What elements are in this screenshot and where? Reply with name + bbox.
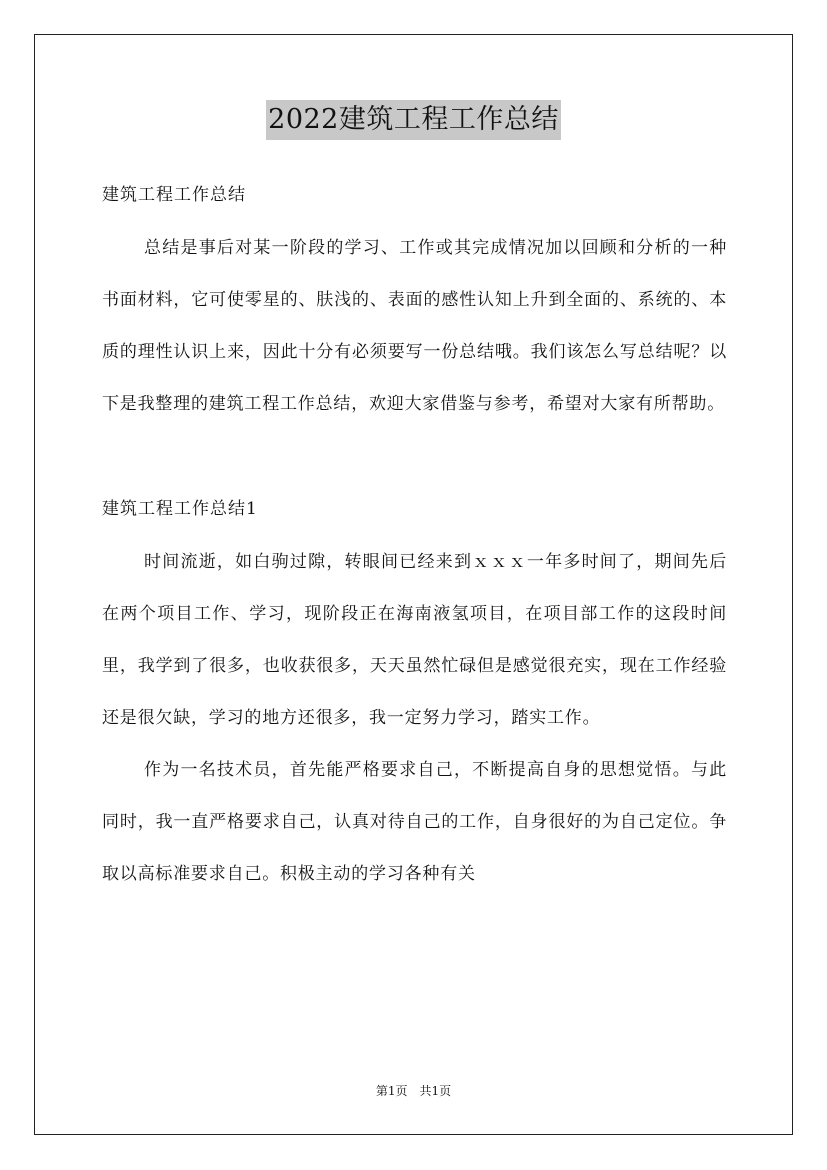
section1-heading: 建筑工程工作总结1 (102, 499, 258, 519)
intro-heading: 建筑工程工作总结 (102, 185, 246, 205)
section1-paragraph-1: 时间流逝，如白驹过隙，转眼间已经来到ｘｘｘ一年多时间了，期间先后在两个项目工作、学习，现阶段正在海南液氢项目，在项目部工作的这段时间里，我学到了很多，也收获很多，天天虽然忙碌但是感觉很充实，现在工作经验还是很欠缺，学习的地方还很多，我一定努力学习，踏实工作。 (102, 552, 727, 728)
document-title: 2022建筑工程工作总结 (266, 100, 561, 140)
section-spacer (102, 430, 727, 484)
document-body (102, 170, 727, 900)
intro-paragraph: 总结是事后对某一阶段的学习、工作或其完成情况加以回顾和分析的一种书面材料，它可使零星的、肤浅的、表面的感性认知上升到全面的、系统的、本质的理性认识上来，因此十分有必须要写一份总结哦。我们该怎么写总结呢？以下是我整理的建筑工程工作总结，欢迎大家借鉴与参考，希望对大家有所帮助。 (102, 238, 727, 414)
section1-paragraph-2: 作为一名技术员，首先能严格要求自己，不断提高自身的思想觉悟。与此同时，我一直严格要求自己，认真对待自己的工作，自身很好的为自己定位。争取以高标准要求自己。积极主动的学习各种有关 (102, 760, 727, 884)
page-footer: 第1页 共1页 (375, 1084, 452, 1098)
title-container (0, 100, 827, 140)
